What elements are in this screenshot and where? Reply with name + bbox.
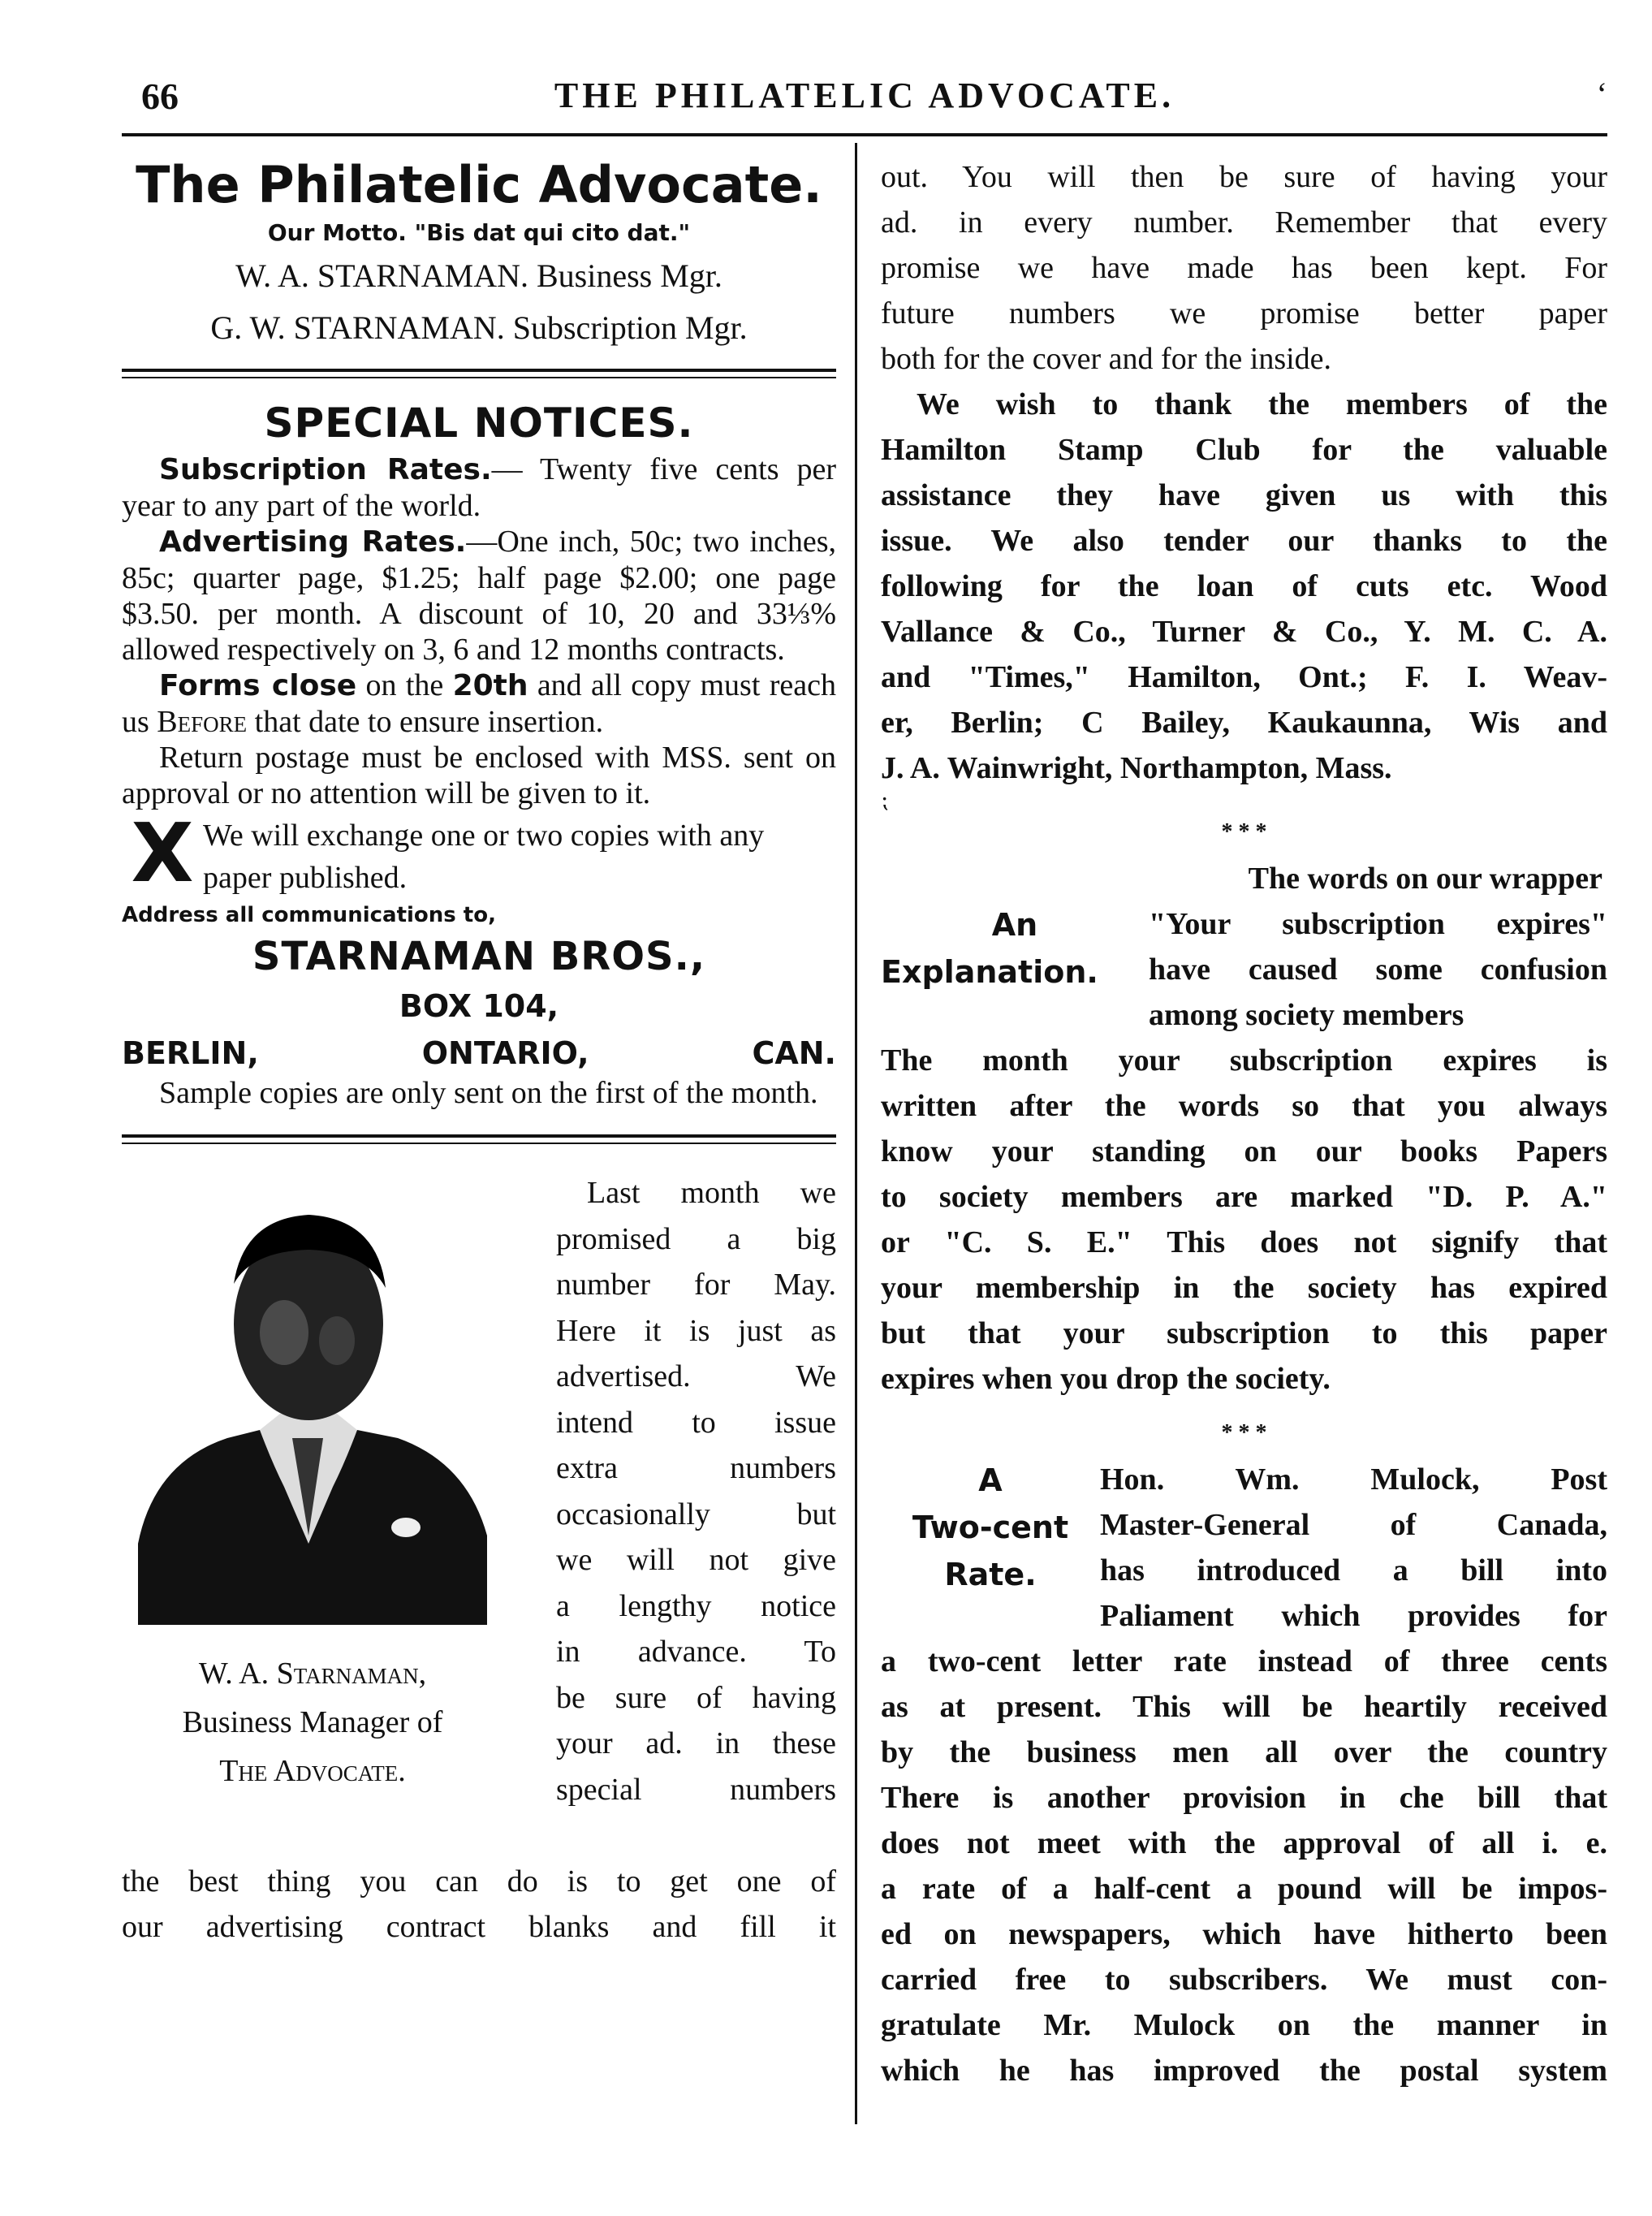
explanation-sidehead-block [881,901,1607,1038]
thanks-line: and "Times," Hamilton, Ont.; F. I. Weav- [881,660,1607,694]
exchange-block [122,806,836,901]
running-head [122,75,1607,123]
forms-close-end: that date to ensure insertion. [247,705,604,739]
two-cent-sidehead-3: Rate. [944,1557,1037,1592]
explanation-side-line: among society members [1149,998,1464,1032]
explanation-side-line: "Your subscription expires" [1149,907,1607,941]
editorial-line: promised a big [556,1221,836,1256]
two-cent-side-line: Paliament which provides for [1100,1599,1607,1633]
editorial-bottom-line: the best thing you can do is to get one of [122,1864,836,1899]
continuation-line: ad. in every number. Remember that every [881,205,1607,240]
editorial-line: occasionally but [556,1497,836,1531]
masthead-motto: Our Motto. "Bis dat qui cito dat." [267,219,691,246]
two-cent-line: as at present. This will be heartily received [881,1690,1607,1724]
two-cent-line: There is another provision in che bill that [881,1781,1607,1815]
editorial-line: extra numbers [556,1451,836,1485]
continuation-line: future numbers we promise better paper [881,296,1607,330]
page-number: 66 [141,76,179,117]
two-cent-line: ed on newspapers, which have hitherto been [881,1917,1607,1951]
left-column [122,154,836,1950]
editorial-side-text [556,1170,836,1812]
editorial-line: a lengthy notice [556,1588,836,1623]
forms-close-before: Before [157,705,248,739]
thanks-line: We wish to thank the members of the [917,387,1607,421]
forms-close-label: Forms close [159,669,357,702]
editorial-line: number for May. [556,1268,836,1302]
location-line [122,1030,836,1076]
column-rule [855,143,857,2124]
two-cent-side-body [1100,1457,1607,1639]
thanks-paragraph [881,382,1607,791]
subscription-manager: G. W. STARNAMAN. Subscription Mgr. [210,309,748,346]
editorial-bottom-text [122,1859,836,1950]
thanks-line: J. A. Wainwright, Northampton, Mass. [881,751,1392,785]
forms-close-text: and all copy must reach us [122,668,836,739]
two-cent-sidehead [881,1457,1100,1639]
notices-rule [122,1134,836,1138]
editorial-line: Last month we [587,1176,836,1210]
explanation-line: to society members are marked "D. P. A." [881,1180,1607,1214]
box-number: BOX 104, [399,988,559,1024]
editorial-line: intend to issue [556,1405,836,1440]
editorial-line: in advance. To [556,1635,836,1669]
advertising-rates-label: Advertising Rates. [159,525,467,559]
explanation-line: know your standing on our books Papers [881,1134,1607,1168]
masthead-title: The Philatelic Advocate. [136,155,822,214]
forms-close-date: 20th [452,669,528,702]
address-line: Address all communications to, [122,903,496,927]
two-cent-line: a rate of a half-cent a pound will be impos- [881,1872,1607,1906]
explanation-intro: The words on our wrapper [1248,862,1602,896]
two-cent-line: by the business men all over the country [881,1735,1607,1769]
subscription-rates-text: — Twenty five cents per year to any part of the world. [122,452,836,523]
two-cent-side-line: Hon. Wm. Mulock, Post [1100,1462,1607,1497]
portrait-section [122,1170,836,1950]
thanks-line: issue. We also tender our thanks to the [881,524,1607,558]
caption-role: Business Manager of [182,1705,443,1739]
advertising-rates [122,524,836,667]
explanation-sidehead [881,901,1149,1038]
explanation-side-line: have caused some confusion [1149,952,1607,987]
thanks-line: Vallance & Co., Turner & Co., Y. M. C. A. [881,615,1607,649]
explanation-body [881,1038,1607,1402]
editorial-line: special numbers [556,1772,836,1807]
business-manager: W. A. STARNAMAN. Business Mgr. [235,257,722,294]
exchange-text: We will exchange one or two copies with any paper published. [203,819,765,895]
explanation-line: expires when you drop the society. [881,1362,1331,1396]
thanks-line: following for the loan of cuts etc. Wood [881,569,1607,603]
x-mark: X [131,806,194,901]
caption-paper: The Advocate. [219,1754,406,1788]
editorial-line: Here it is just as [556,1313,836,1348]
two-cent-line: gratulate Mr. Mulock on the manner in [881,2008,1607,2042]
special-notices-heading: SPECIAL NOTICES. [264,400,694,447]
advertising-rates-text: —One inch, 50c; two inches, 85c; quarter page, $1.25; half page $2.00; one page $3.50. per month. A discount of 10, 20 and 33⅓% allowed respectively on 3, 6 and 12 months contracts. [122,525,836,667]
forms-close [122,667,836,740]
two-cent-sidehead-1: A [978,1462,1003,1498]
two-cent-side-line: has introduced a bill into [1100,1553,1607,1587]
explanation-line: written after the words so that you always [881,1089,1607,1123]
two-cent-sidehead-block [881,1457,1607,1639]
two-cent-line: a two-cent letter rate instead of three cents [881,1644,1607,1678]
editorial-line: advertised. We [556,1359,836,1393]
explanation-side-body [1149,901,1607,1038]
explanation-sidehead-1: An [991,907,1038,943]
explanation-line: or "C. S. E." This does not signify that [881,1225,1607,1259]
stray-mark: ⁏ [881,788,889,813]
thanks-line: er, Berlin; C Bailey, Kaukaunna, Wis and [881,706,1607,740]
two-cent-side-line: Master-General of Canada, [1100,1508,1607,1542]
continuation-line: out. You will then be sure of having your [881,160,1607,194]
masthead-rule [122,369,836,372]
right-column [881,154,1607,2093]
subscription-rates-label: Subscription Rates. [159,453,492,486]
two-cent-line: which he has improved the postal system [881,2054,1607,2088]
editorial-bottom-line: our advertising contract blanks and fill it [122,1910,836,1944]
caption-name: W. A. Starnaman, [198,1657,427,1691]
country: CAN. [752,1035,836,1071]
editorial-line: be sure of having [556,1680,836,1715]
city: BERLIN, [122,1035,259,1071]
editorial-continuation [881,154,1607,382]
thanks-line: Hamilton Stamp Club for the valuable [881,433,1607,467]
explanation-line: your membership in the society has expired [881,1271,1607,1305]
explanation-line: but that your subscription to this paper [881,1316,1607,1350]
two-cent-sidehead-2: Two-cent [912,1510,1069,1545]
editorial-line: your ad. in these [556,1726,836,1760]
return-postage: Return postage must be enclosed with MSS. sent on approval or no attention will be given to it. [122,741,836,810]
subscription-rates [122,451,836,524]
continuation-line: promise we have made has been kept. For [881,251,1607,285]
firm-name: STARNAMAN BROS., [252,934,706,979]
explanation-line: The month your subscription expires is [881,1043,1607,1078]
sample-copies-note: Sample copies are only sent on the first of the month. [159,1076,818,1110]
two-cent-line: does not meet with the approval of all i. e. [881,1826,1607,1860]
explanation-sidehead-2: Explanation. [881,954,1098,990]
editorial-line: we will not give [556,1543,836,1577]
portrait-caption [122,1649,503,1795]
thanks-line: assistance they have given us with this [881,478,1607,512]
section-stars: * * * [1221,819,1267,844]
two-cent-line: carried free to subscribers. We must con- [881,1963,1607,1997]
portrait-image [138,1194,487,1625]
running-title: THE PHILATELIC ADVOCATE. [554,76,1175,115]
section-stars-2: * * * [1221,1420,1267,1445]
head-rule [122,133,1607,136]
continuation-line: both for the cover and for the inside. [881,342,1332,376]
forms-close-mid: on the [356,668,453,702]
province: ONTARIO, [421,1035,589,1071]
head-mark: ‘ [1596,76,1607,112]
two-cent-body [881,1639,1607,2093]
